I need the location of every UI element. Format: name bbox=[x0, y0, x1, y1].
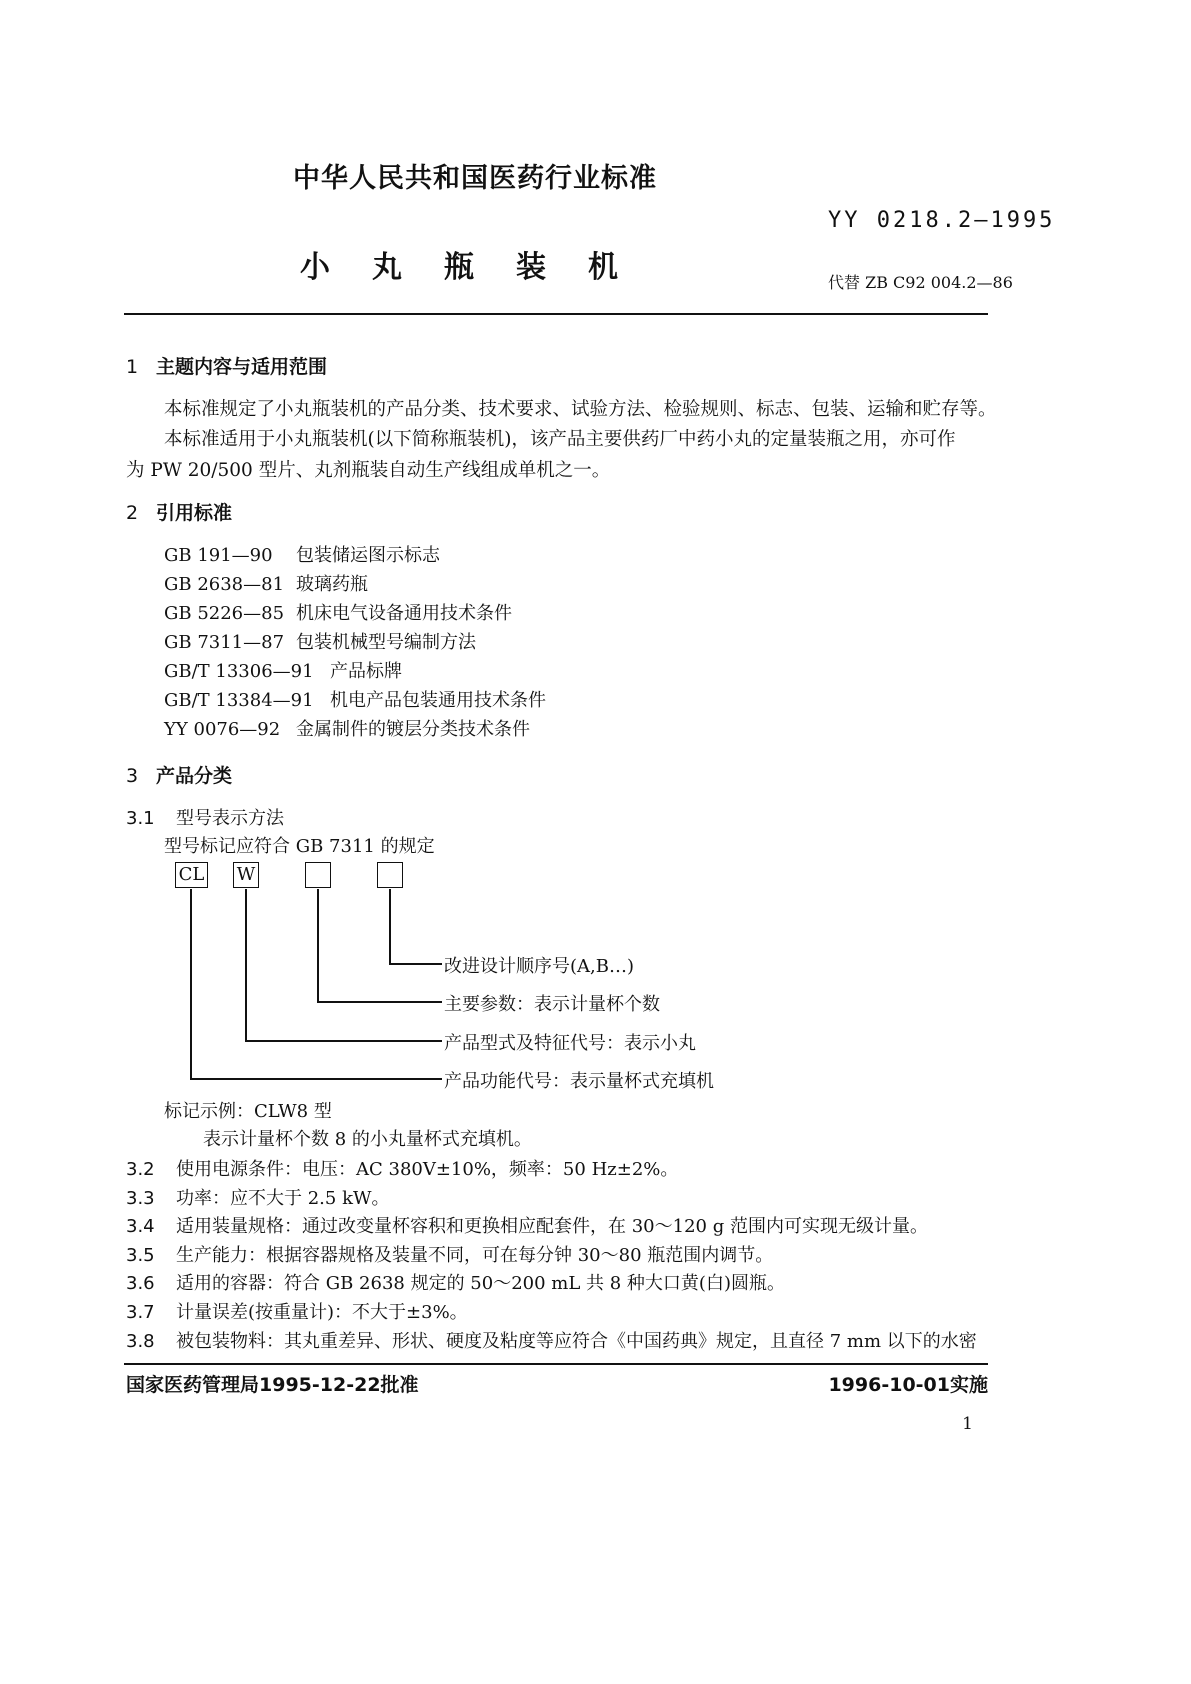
reference-item bbox=[164, 657, 402, 683]
section-2-heading bbox=[126, 498, 232, 525]
model-box-revision bbox=[377, 862, 403, 888]
section-3-heading bbox=[126, 761, 232, 788]
clause-number: 3.6 bbox=[126, 1273, 155, 1294]
leader-line bbox=[317, 889, 319, 1002]
reference-code: GB 5226—85 bbox=[164, 603, 285, 624]
reference-code: GB 2638—81 bbox=[164, 574, 285, 595]
reference-item bbox=[164, 570, 368, 596]
marking-example-explanation: 表示计量杯个数 8 的小丸量杯式充填机。 bbox=[203, 1129, 532, 1150]
header-rule bbox=[124, 313, 988, 315]
leader-line bbox=[317, 1001, 442, 1003]
label-function-code: 产品功能代号：表示量杯式充填机 bbox=[444, 1071, 714, 1092]
reference-item bbox=[164, 715, 530, 741]
clause-text: 计量误差(按重量计)：不大于±3%。 bbox=[176, 1302, 468, 1323]
clause-text: 适用的容器：符合 GB 2638 规定的 50～200 mL 共 8 种大口黄(白)圆瓶。 bbox=[176, 1273, 785, 1294]
section-title: 主题内容与适用范围 bbox=[156, 356, 328, 378]
document-title: 小丸瓶装机 bbox=[300, 250, 660, 285]
label-main-parameter: 主要参数：表示计量杯个数 bbox=[444, 994, 660, 1015]
footer-rule bbox=[124, 1363, 988, 1365]
section-title: 引用标准 bbox=[156, 502, 233, 524]
clause-number: 3.3 bbox=[126, 1188, 155, 1209]
model-box-function-code: CL bbox=[175, 862, 208, 888]
clause-item bbox=[126, 1184, 389, 1210]
clause-number: 3.4 bbox=[126, 1216, 155, 1237]
clause-number: 3.5 bbox=[126, 1245, 155, 1266]
section-title: 产品分类 bbox=[156, 765, 233, 787]
clause-item bbox=[126, 1269, 785, 1295]
label-type-code: 产品型式及特征代号：表示小丸 bbox=[444, 1033, 696, 1054]
standard-number: YY 0218.2—1995 bbox=[828, 208, 1056, 233]
clause-text: 功率：应不大于 2.5 kW。 bbox=[176, 1188, 390, 1209]
reference-name: 金属制件的镀层分类技术条件 bbox=[296, 719, 530, 740]
reference-code: GB/T 13306—91 bbox=[164, 661, 314, 682]
section-number: 3 bbox=[126, 765, 139, 787]
leader-line bbox=[389, 963, 442, 965]
clause-number: 3.8 bbox=[126, 1331, 155, 1352]
issuing-organization: 中华人民共和国医药行业标准 bbox=[293, 163, 657, 194]
clause-item bbox=[126, 1298, 468, 1324]
section-number: 1 bbox=[126, 356, 139, 378]
effective-statement: 1996-10-01实施 bbox=[828, 1374, 988, 1396]
clause-item bbox=[126, 1327, 977, 1353]
section-1-heading bbox=[126, 352, 327, 379]
section-number: 2 bbox=[126, 502, 139, 524]
reference-name: 玻璃药瓶 bbox=[296, 574, 368, 595]
clause-text: 使用电源条件：电压：AC 380V±10%，频率：50 Hz±2%。 bbox=[176, 1159, 679, 1180]
clause-item bbox=[126, 1241, 773, 1267]
clause-item bbox=[126, 1212, 928, 1238]
reference-item bbox=[164, 541, 440, 567]
page-number: 1 bbox=[962, 1414, 973, 1434]
reference-name: 机床电气设备通用技术条件 bbox=[296, 603, 512, 624]
clause-text: 适用装量规格：通过改变量杯容积和更换相应配套件，在 30～120 g 范围内可实现无级计量。 bbox=[176, 1216, 928, 1237]
approval-statement: 国家医药管理局1995-12-22批准 bbox=[126, 1374, 419, 1396]
reference-code: GB/T 13384—91 bbox=[164, 690, 314, 711]
marking-example: 标记示例：CLW8 型 bbox=[164, 1101, 332, 1122]
clause-number: 3.2 bbox=[126, 1159, 155, 1180]
leader-line bbox=[389, 889, 391, 964]
section-1-para-2-line-1: 本标准适用于小丸瓶装机(以下简称瓶装机)，该产品主要供药厂中药小丸的定量装瓶之用，亦可作 bbox=[164, 429, 956, 450]
reference-item bbox=[164, 628, 476, 654]
leader-line bbox=[190, 1078, 442, 1080]
clause-item bbox=[126, 1155, 678, 1181]
reference-name: 包装储运图示标志 bbox=[296, 545, 440, 566]
replaces-standard: 代替 ZB C92 004.2—86 bbox=[828, 273, 1013, 292]
reference-name: 产品标牌 bbox=[330, 661, 402, 682]
leader-line bbox=[190, 889, 192, 1079]
section-1-para-1: 本标准规定了小丸瓶装机的产品分类、技术要求、试验方法、检验规则、标志、包装、运输和贮存等。 bbox=[164, 399, 997, 420]
label-revision-sequence: 改进设计顺序号(A,B…) bbox=[444, 956, 634, 977]
reference-item bbox=[164, 599, 512, 625]
clause-text: 被包装物料：其丸重差异、形状、硬度及粘度等应符合《中国药典》规定，且直径 7 mm 以下的水密 bbox=[176, 1331, 977, 1352]
reference-code: YY 0076—92 bbox=[164, 719, 281, 740]
reference-name: 机电产品包装通用技术条件 bbox=[330, 690, 546, 711]
reference-name: 包装机械型号编制方法 bbox=[296, 632, 476, 653]
section-1-para-2-line-2: 为 PW 20/500 型片、丸剂瓶装自动生产线组成单机之一。 bbox=[126, 460, 611, 481]
reference-code: GB 191—90 bbox=[164, 545, 273, 566]
reference-code: GB 7311—87 bbox=[164, 632, 285, 653]
leader-line bbox=[245, 1040, 442, 1042]
clause-3-1-description: 型号标记应符合 GB 7311 的规定 bbox=[164, 836, 435, 857]
clause-3-1 bbox=[126, 804, 284, 830]
reference-item bbox=[164, 686, 546, 712]
leader-line bbox=[245, 889, 247, 1041]
model-box-main-parameter bbox=[305, 862, 331, 888]
clause-number: 3.7 bbox=[126, 1302, 155, 1323]
clause-title: 型号表示方法 bbox=[176, 808, 284, 829]
clause-number: 3.1 bbox=[126, 808, 155, 829]
model-box-type-code: W bbox=[233, 862, 259, 888]
clause-text: 生产能力：根据容器规格及装量不同，可在每分钟 30～80 瓶范围内调节。 bbox=[176, 1245, 774, 1266]
